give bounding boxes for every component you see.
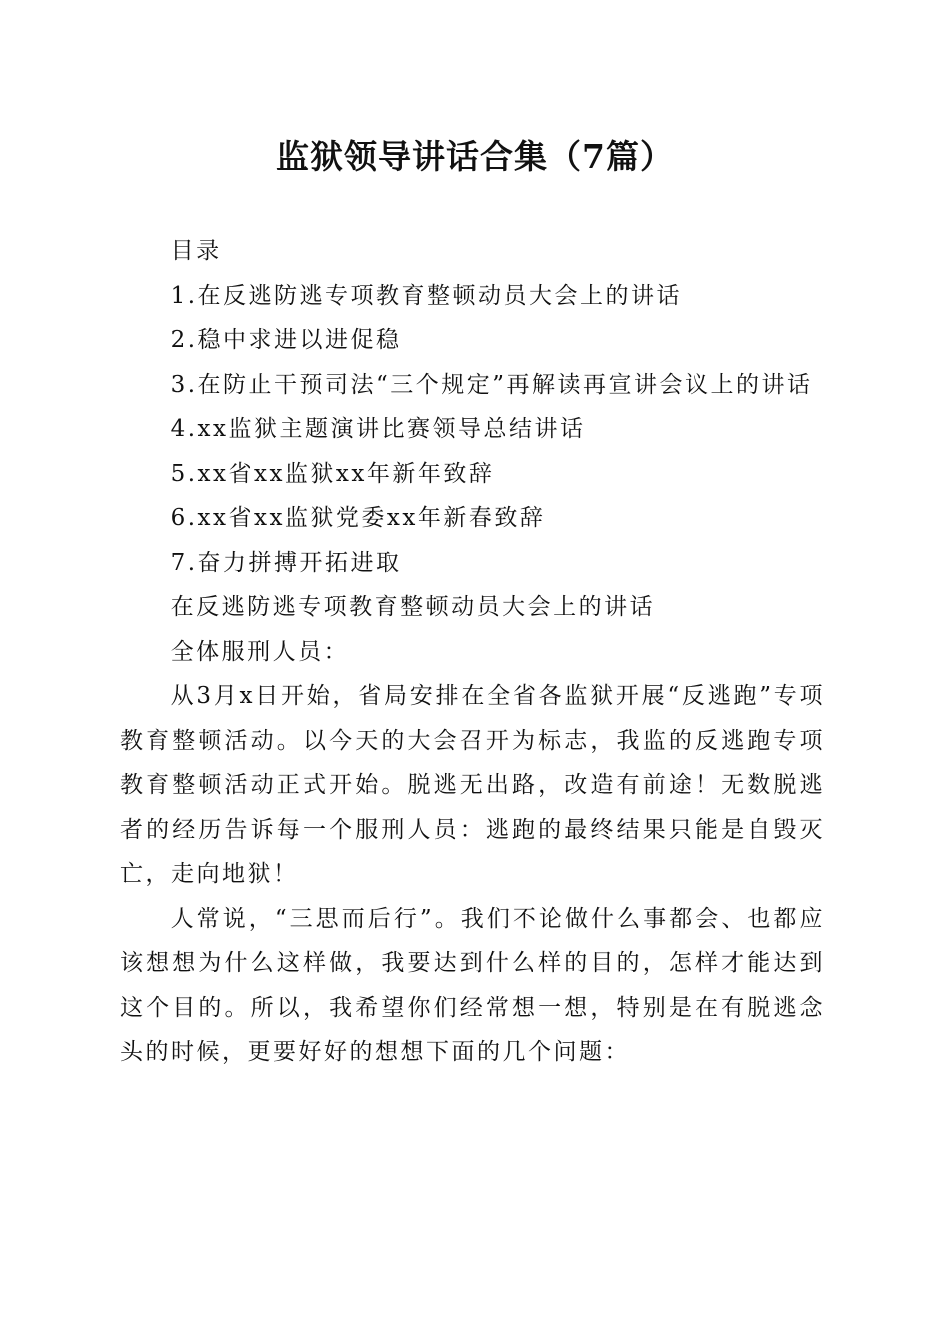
toc-heading: 目录 bbox=[170, 238, 222, 264]
toc-item: 5.xx省xx监狱xx年新年致辞 bbox=[170, 460, 495, 487]
toc-item: 4.xx监狱主题演讲比赛领导总结讲话 bbox=[170, 416, 586, 442]
toc-item: 7.奋力拼搏开拓进取 bbox=[170, 549, 402, 576]
document-title: 监狱领导讲话合集（7篇） bbox=[276, 137, 674, 176]
body-paragraph: 人常说，“三思而后行”。我们不论做什么事都会、也都应该想想为什么这样做，我要达到什么样的目的，怎样才能达到这个目的。所以，我希望你们经常想一想，特别是在有脱逃念头的时候，更要好好的想想下面的几个问题： bbox=[120, 905, 825, 1065]
body-paragraph: 从3月x日开始，省局安排在全省各监狱开展“反逃跑”专项教育整顿活动。以今天的大会召开为标志，我监的反逃跑专项教育整顿活动正式开始。脱逃无出路，改造有前途！无数脱逃者的经历告诉每一个服刑人员：逃跑的最终结果只能是自毁灭亡，走向地狱！ bbox=[120, 683, 825, 887]
salutation: 全体服刑人员： bbox=[170, 638, 350, 665]
toc-item: 2.稳中求进以进促稳 bbox=[170, 327, 402, 353]
toc-item: 3.在防止干预司法“三个规定”再解读再宣讲会议上的讲话 bbox=[170, 371, 813, 398]
toc-item: 1.在反逃防逃专项教育整顿动员大会上的讲话 bbox=[170, 282, 683, 309]
document-body bbox=[120, 229, 825, 1075]
toc-item: 6.xx省xx监狱党委xx年新春致辞 bbox=[170, 505, 546, 531]
section-title: 在反逃防逃专项教育整顿动员大会上的讲话 bbox=[170, 594, 656, 620]
